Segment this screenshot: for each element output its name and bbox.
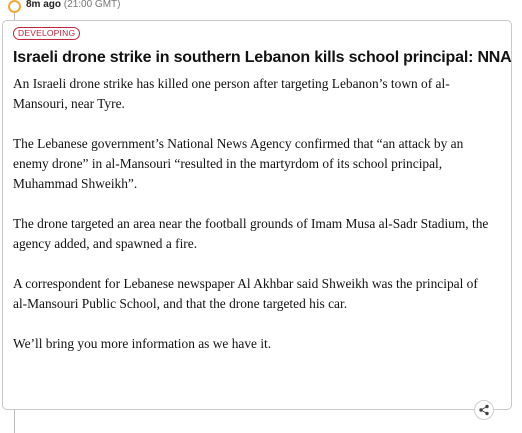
absolute-time: (21:00 GMT) [63, 0, 121, 10]
post-body [13, 74, 495, 374]
relative-time: 8m ago [26, 0, 62, 10]
post-timestamp [26, 0, 120, 11]
body-paragraph: An Israeli drone strike has killed one person after targeting Lebanon’s town of al-Mansouri, near Tyre. [13, 76, 450, 111]
developing-badge: DEVELOPING [13, 27, 80, 40]
share-icon [478, 404, 490, 416]
body-paragraph: We’ll bring you more information as we have it. [13, 336, 272, 351]
body-paragraph: The drone targeted an area near the football grounds of Imam Musa al-Sadr Stadium, the agency added, and spawned a fire. [13, 216, 489, 251]
timeline-dot-icon [8, 0, 21, 13]
body-paragraph: The Lebanese government’s National News Agency confirmed that “an attack by an enemy drone” in al-Mansouri “resulted in the martyrdom of its school principal, Muhammad Shweikh”. [13, 136, 464, 191]
post-headline: Israeli drone strike in southern Lebanon kills school principal: NNA [13, 49, 512, 66]
body-paragraph: A correspondent for Lebanese newspaper Al Akhbar said Shweikh was the principal of al-Mansouri Public School, and that the drone targeted his car. [13, 276, 478, 311]
share-button[interactable] [474, 400, 494, 420]
